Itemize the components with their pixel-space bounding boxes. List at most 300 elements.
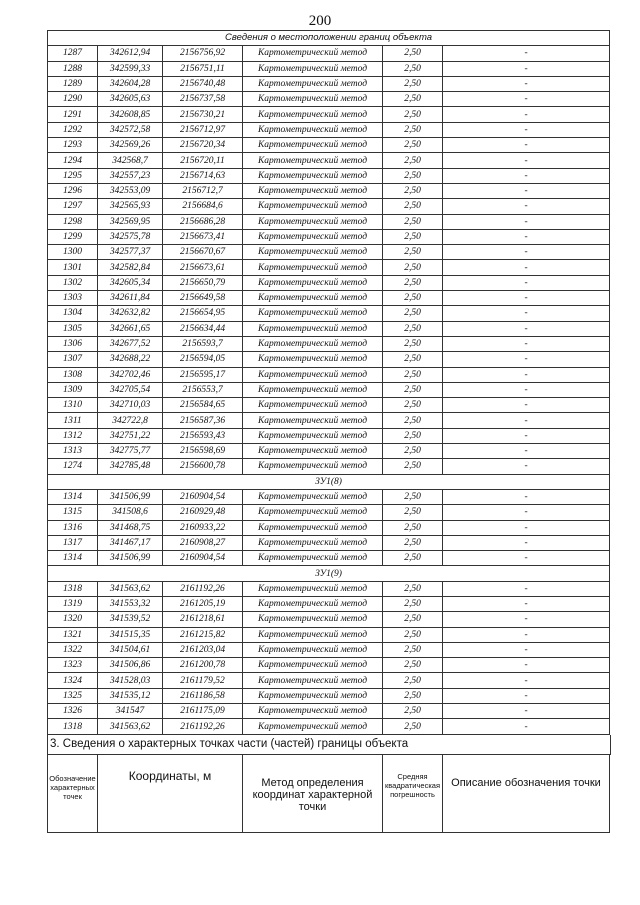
point-number: 1314 <box>48 489 98 504</box>
method: Картометрический метод <box>243 122 383 137</box>
description: - <box>443 199 610 214</box>
method: Картометрический метод <box>243 398 383 413</box>
error: 2,50 <box>383 306 443 321</box>
description: - <box>443 642 610 657</box>
coord-y: 2156712,7 <box>163 183 243 198</box>
coord-y: 2156730,21 <box>163 107 243 122</box>
description: - <box>443 459 610 474</box>
error: 2,50 <box>383 658 443 673</box>
error: 2,50 <box>383 704 443 719</box>
coord-y: 2161186,58 <box>163 688 243 703</box>
table-row <box>48 214 610 229</box>
header-method: Метод определения координат характерной точки <box>243 755 383 833</box>
coord-y: 2156598,69 <box>163 444 243 459</box>
header-error: Средняя квадратическая погрешность <box>383 755 443 833</box>
description: - <box>443 596 610 611</box>
coord-y: 2161175,09 <box>163 704 243 719</box>
table-row <box>48 413 610 428</box>
coord-x: 341506,99 <box>98 489 163 504</box>
description: - <box>443 382 610 397</box>
method: Картометрический метод <box>243 138 383 153</box>
point-number: 1310 <box>48 398 98 413</box>
description: - <box>443 367 610 382</box>
error: 2,50 <box>383 352 443 367</box>
coord-x: 341508,6 <box>98 505 163 520</box>
description: - <box>443 535 610 550</box>
error: 2,50 <box>383 673 443 688</box>
method: Картометрический метод <box>243 673 383 688</box>
table-row <box>48 168 610 183</box>
table-row <box>48 61 610 76</box>
point-number: 1316 <box>48 520 98 535</box>
table-row <box>48 444 610 459</box>
coord-x: 342599,33 <box>98 61 163 76</box>
coord-y: 2156720,34 <box>163 138 243 153</box>
method: Картометрический метод <box>243 92 383 107</box>
table-row <box>48 642 610 657</box>
table-row <box>48 153 610 168</box>
description: - <box>443 107 610 122</box>
error: 2,50 <box>383 382 443 397</box>
coord-y: 2156673,61 <box>163 260 243 275</box>
error: 2,50 <box>383 367 443 382</box>
point-number: 1312 <box>48 428 98 443</box>
error: 2,50 <box>383 642 443 657</box>
point-number: 1325 <box>48 688 98 703</box>
point-number: 1294 <box>48 153 98 168</box>
error: 2,50 <box>383 275 443 290</box>
table-title-row <box>48 31 610 46</box>
header-description: Описание обозначения точки <box>443 755 610 833</box>
table-row <box>48 183 610 198</box>
point-number: 1309 <box>48 382 98 397</box>
page-number: 200 <box>308 13 332 29</box>
point-number: 1289 <box>48 76 98 91</box>
description: - <box>443 398 610 413</box>
table-row <box>48 76 610 91</box>
coord-y: 2156650,79 <box>163 275 243 290</box>
coord-y: 2161205,19 <box>163 596 243 611</box>
table-row <box>48 336 610 351</box>
method: Картометрический метод <box>243 642 383 657</box>
method: Картометрический метод <box>243 229 383 244</box>
table-row <box>48 229 610 244</box>
description: - <box>443 183 610 198</box>
coord-x: 342705,54 <box>98 382 163 397</box>
error: 2,50 <box>383 413 443 428</box>
method: Картометрический метод <box>243 153 383 168</box>
header-point-designation: Обозначение характерных точек <box>48 755 98 833</box>
point-number: 1317 <box>48 535 98 550</box>
error: 2,50 <box>383 107 443 122</box>
error: 2,50 <box>383 122 443 137</box>
error: 2,50 <box>383 260 443 275</box>
coord-x: 342557,23 <box>98 168 163 183</box>
coord-x: 342785,48 <box>98 459 163 474</box>
method: Картометрический метод <box>243 688 383 703</box>
error: 2,50 <box>383 153 443 168</box>
point-number: 1306 <box>48 336 98 351</box>
coord-x: 341539,52 <box>98 612 163 627</box>
coord-x: 342612,94 <box>98 46 163 61</box>
error: 2,50 <box>383 245 443 260</box>
point-number: 1292 <box>48 122 98 137</box>
coord-y: 2161192,26 <box>163 581 243 596</box>
error: 2,50 <box>383 627 443 642</box>
method: Картометрический метод <box>243 352 383 367</box>
table-row <box>48 520 610 535</box>
section-3-title: 3. Сведения о характерных точках части (частей) границы объекта <box>47 735 611 755</box>
table-row <box>48 398 610 413</box>
group-row <box>48 566 610 581</box>
coord-x: 341553,32 <box>98 596 163 611</box>
description: - <box>443 444 610 459</box>
table-row <box>48 138 610 153</box>
method: Картометрический метод <box>243 367 383 382</box>
coord-y: 2160904,54 <box>163 551 243 566</box>
method: Картометрический метод <box>243 520 383 535</box>
method: Картометрический метод <box>243 505 383 520</box>
method: Картометрический метод <box>243 336 383 351</box>
coord-x: 342605,63 <box>98 92 163 107</box>
coord-x: 341515,35 <box>98 627 163 642</box>
coord-y: 2156595,17 <box>163 367 243 382</box>
table-row <box>48 46 610 61</box>
description: - <box>443 520 610 535</box>
coord-y: 2156600,78 <box>163 459 243 474</box>
point-number: 1293 <box>48 138 98 153</box>
coord-x: 341506,99 <box>98 551 163 566</box>
description: - <box>443 61 610 76</box>
description: - <box>443 352 610 367</box>
table-row <box>48 688 610 703</box>
description: - <box>443 138 610 153</box>
method: Картометрический метод <box>243 382 383 397</box>
error: 2,50 <box>383 398 443 413</box>
method: Картометрический метод <box>243 46 383 61</box>
method: Картометрический метод <box>243 199 383 214</box>
point-number: 1318 <box>48 581 98 596</box>
method: Картометрический метод <box>243 551 383 566</box>
coord-x: 342572,58 <box>98 122 163 137</box>
coord-x: 342575,78 <box>98 229 163 244</box>
point-number: 1307 <box>48 352 98 367</box>
coord-x: 341506,86 <box>98 658 163 673</box>
table-row <box>48 673 610 688</box>
coord-y: 2156756,92 <box>163 46 243 61</box>
coord-y: 2156593,43 <box>163 428 243 443</box>
point-number: 1319 <box>48 596 98 611</box>
method: Картометрический метод <box>243 61 383 76</box>
method: Картометрический метод <box>243 413 383 428</box>
description: - <box>443 336 610 351</box>
table-row <box>48 107 610 122</box>
description: - <box>443 245 610 260</box>
coord-x: 342565,93 <box>98 199 163 214</box>
point-number: 1274 <box>48 459 98 474</box>
coord-y: 2156714,63 <box>163 168 243 183</box>
description: - <box>443 612 610 627</box>
coord-x: 342568,7 <box>98 153 163 168</box>
coord-y: 2156634,44 <box>163 321 243 336</box>
coord-y: 2156712,97 <box>163 122 243 137</box>
error: 2,50 <box>383 505 443 520</box>
coord-x: 342688,22 <box>98 352 163 367</box>
error: 2,50 <box>383 92 443 107</box>
method: Картометрический метод <box>243 306 383 321</box>
coord-y: 2156654,95 <box>163 306 243 321</box>
description: - <box>443 260 610 275</box>
error: 2,50 <box>383 596 443 611</box>
point-number: 1311 <box>48 413 98 428</box>
error: 2,50 <box>383 46 443 61</box>
document-sheet <box>47 30 609 833</box>
point-number: 1303 <box>48 291 98 306</box>
coord-x: 342577,37 <box>98 245 163 260</box>
description: - <box>443 168 610 183</box>
error: 2,50 <box>383 459 443 474</box>
description: - <box>443 551 610 566</box>
description: - <box>443 428 610 443</box>
error: 2,50 <box>383 183 443 198</box>
table-row <box>48 627 610 642</box>
method: Картометрический метод <box>243 627 383 642</box>
coord-y: 2161218,61 <box>163 612 243 627</box>
coord-x: 342604,28 <box>98 76 163 91</box>
method: Картометрический метод <box>243 168 383 183</box>
method: Картометрический метод <box>243 76 383 91</box>
method: Картометрический метод <box>243 612 383 627</box>
error: 2,50 <box>383 214 443 229</box>
description: - <box>443 704 610 719</box>
coord-x: 341468,75 <box>98 520 163 535</box>
coord-y: 2161200,78 <box>163 658 243 673</box>
point-number: 1313 <box>48 444 98 459</box>
coord-y: 2156740,48 <box>163 76 243 91</box>
point-number: 1323 <box>48 658 98 673</box>
point-number: 1308 <box>48 367 98 382</box>
coord-x: 341528,03 <box>98 673 163 688</box>
coord-x: 342553,09 <box>98 183 163 198</box>
method: Картометрический метод <box>243 459 383 474</box>
method: Картометрический метод <box>243 214 383 229</box>
error: 2,50 <box>383 291 443 306</box>
coord-y: 2156751,11 <box>163 61 243 76</box>
description: - <box>443 627 610 642</box>
point-number: 1324 <box>48 673 98 688</box>
point-number: 1287 <box>48 46 98 61</box>
point-number: 1300 <box>48 245 98 260</box>
description: - <box>443 719 610 734</box>
header-coordinates: Координаты, м <box>98 755 243 833</box>
table-row <box>48 704 610 719</box>
point-number: 1291 <box>48 107 98 122</box>
coord-x: 341535,12 <box>98 688 163 703</box>
error: 2,50 <box>383 551 443 566</box>
group-row <box>48 474 610 489</box>
error: 2,50 <box>383 321 443 336</box>
coord-x: 342751,22 <box>98 428 163 443</box>
description: - <box>443 122 610 137</box>
description: - <box>443 46 610 61</box>
method: Картометрический метод <box>243 596 383 611</box>
coord-y: 2156737,58 <box>163 92 243 107</box>
description: - <box>443 229 610 244</box>
coord-x: 342677,52 <box>98 336 163 351</box>
table-row <box>48 382 610 397</box>
error: 2,50 <box>383 428 443 443</box>
point-number: 1302 <box>48 275 98 290</box>
table-row <box>48 581 610 596</box>
table-row <box>48 505 610 520</box>
coord-y: 2156720,11 <box>163 153 243 168</box>
error: 2,50 <box>383 229 443 244</box>
coord-y: 2156593,7 <box>163 336 243 351</box>
method: Картометрический метод <box>243 260 383 275</box>
table-row <box>48 719 610 734</box>
coord-x: 342608,85 <box>98 107 163 122</box>
coord-x: 342661,65 <box>98 321 163 336</box>
method: Картометрический метод <box>243 428 383 443</box>
coord-x: 342582,84 <box>98 260 163 275</box>
description: - <box>443 658 610 673</box>
coord-x: 342611,84 <box>98 291 163 306</box>
coord-y: 2161203,04 <box>163 642 243 657</box>
description: - <box>443 581 610 596</box>
point-number: 1296 <box>48 183 98 198</box>
coord-x: 341547 <box>98 704 163 719</box>
point-number: 1298 <box>48 214 98 229</box>
description: - <box>443 321 610 336</box>
description: - <box>443 214 610 229</box>
coord-x: 342722,8 <box>98 413 163 428</box>
table-row <box>48 459 610 474</box>
coord-y: 2156587,36 <box>163 413 243 428</box>
point-number: 1322 <box>48 642 98 657</box>
description: - <box>443 673 610 688</box>
point-number: 1290 <box>48 92 98 107</box>
coord-x: 342569,95 <box>98 214 163 229</box>
point-number: 1318 <box>48 719 98 734</box>
method: Картометрический метод <box>243 489 383 504</box>
point-number: 1297 <box>48 199 98 214</box>
table-row <box>48 291 610 306</box>
method: Картометрический метод <box>243 245 383 260</box>
coord-y: 2156594,05 <box>163 352 243 367</box>
coord-y: 2160908,27 <box>163 535 243 550</box>
coord-y: 2156649,58 <box>163 291 243 306</box>
table-row <box>48 306 610 321</box>
coord-y: 2161215,82 <box>163 627 243 642</box>
table-row <box>48 92 610 107</box>
point-number: 1326 <box>48 704 98 719</box>
method: Картометрический метод <box>243 704 383 719</box>
point-number: 1288 <box>48 61 98 76</box>
method: Картометрический метод <box>243 275 383 290</box>
point-number: 1295 <box>48 168 98 183</box>
table-row <box>48 352 610 367</box>
coord-x: 341563,62 <box>98 581 163 596</box>
method: Картометрический метод <box>243 658 383 673</box>
table-row <box>48 612 610 627</box>
error: 2,50 <box>383 581 443 596</box>
coord-x: 342632,82 <box>98 306 163 321</box>
description: - <box>443 76 610 91</box>
table-row <box>48 321 610 336</box>
error: 2,50 <box>383 61 443 76</box>
error: 2,50 <box>383 535 443 550</box>
coord-x: 341467,17 <box>98 535 163 550</box>
coord-y: 2160904,54 <box>163 489 243 504</box>
point-number: 1301 <box>48 260 98 275</box>
coord-y: 2156584,65 <box>163 398 243 413</box>
description: - <box>443 153 610 168</box>
error: 2,50 <box>383 489 443 504</box>
table-row <box>48 551 610 566</box>
table-title: Сведения о местоположении границ объекта <box>48 31 610 46</box>
error: 2,50 <box>383 168 443 183</box>
error: 2,50 <box>383 138 443 153</box>
error: 2,50 <box>383 719 443 734</box>
coord-y: 2156684,6 <box>163 199 243 214</box>
method: Картометрический метод <box>243 321 383 336</box>
point-number: 1321 <box>48 627 98 642</box>
error: 2,50 <box>383 199 443 214</box>
error: 2,50 <box>383 688 443 703</box>
group-label: ЗУ1(8) <box>48 474 610 489</box>
table-row <box>48 275 610 290</box>
error: 2,50 <box>383 76 443 91</box>
table-row <box>48 489 610 504</box>
group-label: ЗУ1(9) <box>48 566 610 581</box>
point-number: 1314 <box>48 551 98 566</box>
error: 2,50 <box>383 520 443 535</box>
coord-x: 342605,34 <box>98 275 163 290</box>
coord-y: 2156553,7 <box>163 382 243 397</box>
table-row <box>48 367 610 382</box>
coord-y: 2156673,41 <box>163 229 243 244</box>
coord-x: 342702,46 <box>98 367 163 382</box>
table-row <box>48 199 610 214</box>
table-row <box>48 535 610 550</box>
section-3-header <box>47 755 610 833</box>
description: - <box>443 489 610 504</box>
coord-y: 2156686,28 <box>163 214 243 229</box>
table-row <box>48 245 610 260</box>
boundary-table <box>47 30 610 735</box>
error: 2,50 <box>383 444 443 459</box>
method: Картометрический метод <box>243 291 383 306</box>
method: Картометрический метод <box>243 444 383 459</box>
coord-y: 2161192,26 <box>163 719 243 734</box>
table-row <box>48 260 610 275</box>
method: Картометрический метод <box>243 719 383 734</box>
point-number: 1315 <box>48 505 98 520</box>
coord-y: 2160933,22 <box>163 520 243 535</box>
coord-x: 341563,62 <box>98 719 163 734</box>
error: 2,50 <box>383 612 443 627</box>
table-row <box>48 428 610 443</box>
error: 2,50 <box>383 336 443 351</box>
table-row <box>48 122 610 137</box>
coord-x: 342710,03 <box>98 398 163 413</box>
description: - <box>443 275 610 290</box>
description: - <box>443 688 610 703</box>
method: Картометрический метод <box>243 581 383 596</box>
coord-x: 341504,61 <box>98 642 163 657</box>
point-number: 1299 <box>48 229 98 244</box>
description: - <box>443 92 610 107</box>
